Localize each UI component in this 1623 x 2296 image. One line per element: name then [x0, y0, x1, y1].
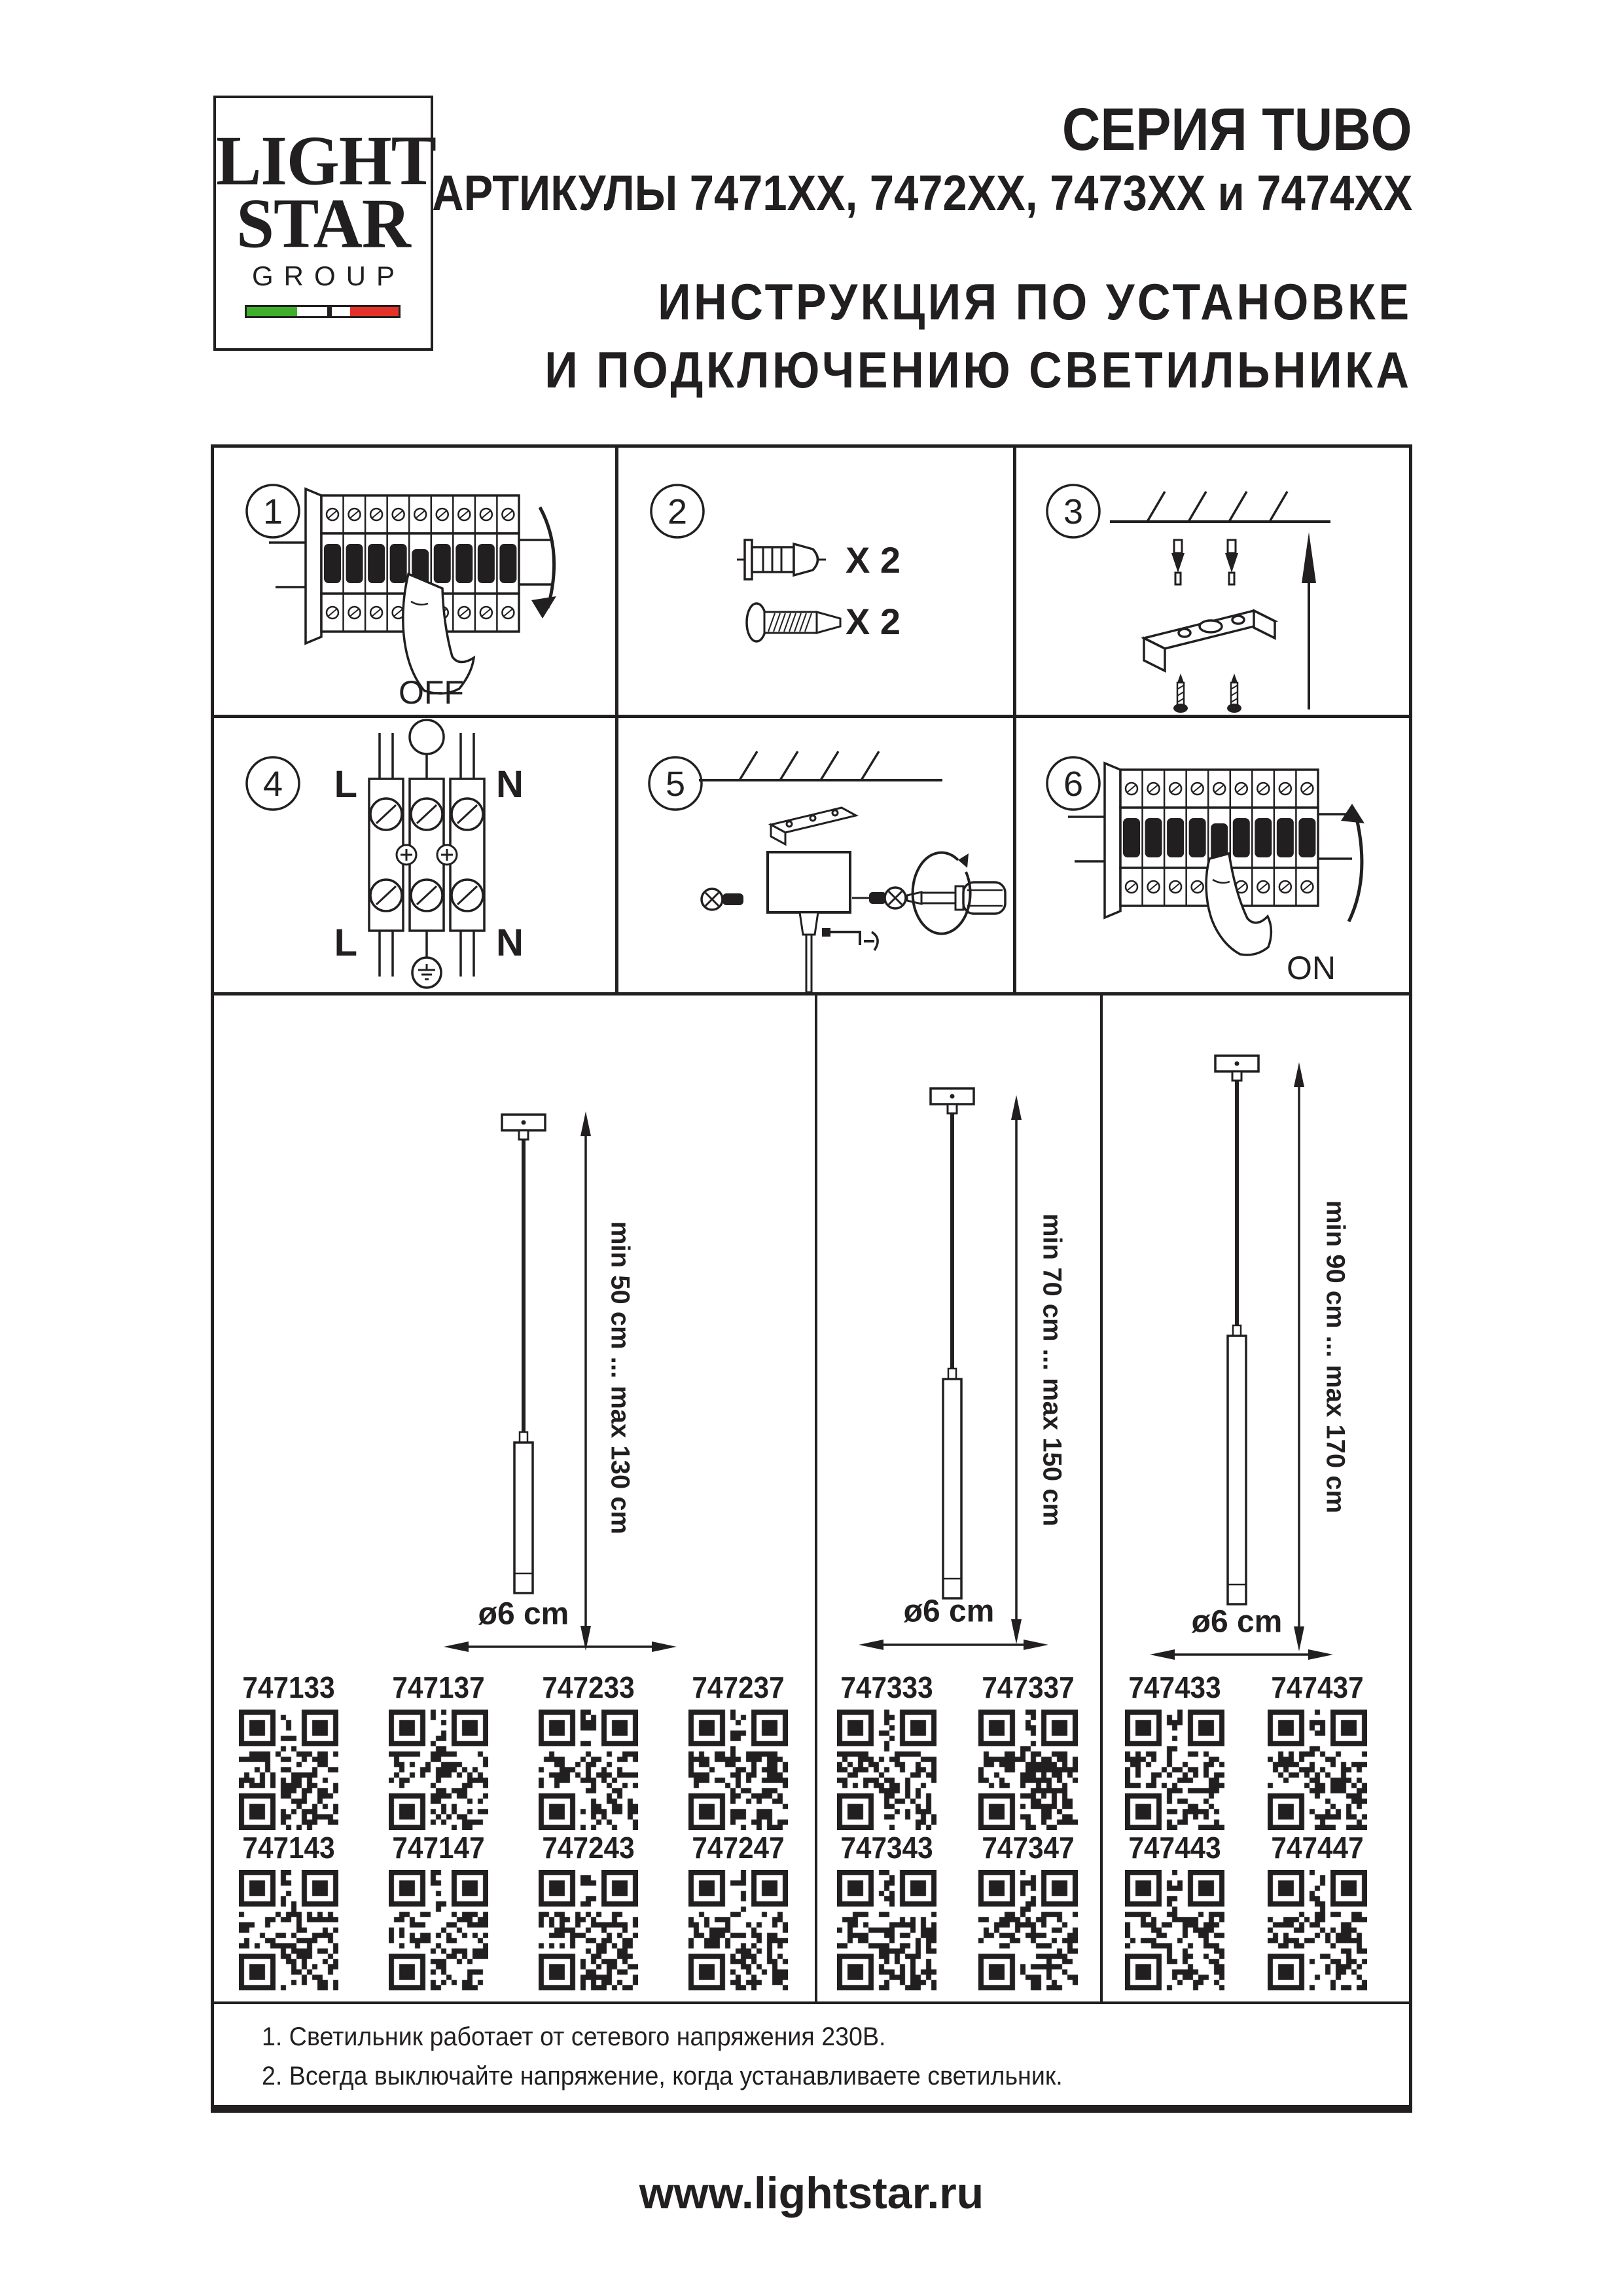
screw-icon [747, 603, 840, 641]
qr-tile [673, 1670, 804, 1830]
step-number: 1 [262, 492, 283, 531]
off-label: OFF [399, 674, 464, 711]
ceiling-icon [699, 751, 942, 780]
turn-off-arrow-icon [531, 507, 556, 619]
footnote-1: 1. Светильник работает от сетевого напряжения 230В. [262, 2022, 886, 2051]
qr-tile [1252, 1670, 1383, 1830]
qr-tile [373, 1831, 504, 1990]
step-panel-2 [615, 444, 1013, 715]
anchor-icon [1171, 540, 1238, 584]
step-number: 5 [665, 764, 686, 804]
terminal-label-n-top: N [496, 763, 524, 806]
qr-code [389, 1870, 488, 1990]
canopy-icon [768, 852, 850, 992]
article-number: 747237 [692, 1670, 785, 1704]
flag-white-segment2 [332, 307, 350, 316]
qr-code [837, 1870, 936, 1990]
height-dimension-arrow [580, 1111, 591, 1651]
diameter-label: ø6 cm [1191, 1604, 1283, 1640]
anchor-quantity: X 2 [846, 539, 901, 581]
qr-code [239, 1710, 338, 1830]
wall-anchor-icon [737, 540, 826, 579]
logo-word-star: STAR [236, 184, 410, 262]
qr-code [239, 1870, 338, 1990]
qr-tile [223, 1670, 354, 1830]
pendant-lamp-diagram-2 [859, 1088, 1048, 1650]
diameter-label: ø6 cm [478, 1596, 569, 1632]
pendant-lamp-diagram-3 [1150, 1056, 1333, 1660]
article-number: 747337 [982, 1670, 1075, 1704]
qr-tile [1109, 1831, 1240, 1990]
screwdriver-icon [907, 853, 1005, 934]
flag-red-segment [350, 307, 399, 316]
lightstar-logo [213, 96, 436, 351]
step-number: 4 [262, 764, 283, 804]
diameter-dimension-arrow [859, 1640, 1048, 1650]
qr-tile [1252, 1831, 1383, 1990]
step-number: 6 [1063, 764, 1084, 804]
up-arrow-icon [1302, 532, 1316, 709]
article-number: 747333 [840, 1670, 933, 1704]
qr-code [978, 1870, 1078, 1990]
logo-word-group: GROUP [251, 260, 405, 291]
step-panel-3 [1013, 444, 1412, 715]
article-number: 747133 [242, 1670, 335, 1704]
turn-on-arrow-icon [1341, 804, 1364, 922]
mount-screw-icon [1173, 673, 1241, 713]
qr-code [688, 1710, 788, 1830]
step-panel-6 [1013, 715, 1412, 992]
earth-ground-icon [412, 958, 441, 988]
footnote-2: 2. Всегда выключайте напряжение, когда устанавливаете светильник. [262, 2062, 1063, 2090]
pendant-lamp-diagram-1 [444, 1111, 677, 1652]
website-url: www.lightstar.ru [639, 2168, 984, 2218]
diameter-dimension-arrow [1150, 1649, 1333, 1660]
article-number: 747147 [392, 1831, 485, 1865]
article-number: 747447 [1271, 1831, 1364, 1865]
lamp-wire-icon [410, 720, 444, 754]
dimension-label: min 90 cm ... max 170 cm [1321, 1200, 1350, 1514]
instruction-title-line1: ИНСТРУКЦИЯ ПО УСТАНОВКЕ [658, 273, 1412, 331]
qr-tile [821, 1670, 952, 1830]
dimension-label: min 70 cm ... max 150 cm [1037, 1213, 1067, 1527]
qr-tile [963, 1670, 1094, 1830]
side-screw-left-icon [702, 889, 743, 910]
flag-tick [327, 307, 332, 316]
step-panel-5 [615, 715, 1013, 992]
series-title: СЕРИЯ TUBO [1062, 96, 1412, 163]
qr-tile [523, 1831, 654, 1990]
screw-quantity: X 2 [846, 601, 901, 642]
terminal-label-n-bottom: N [496, 922, 524, 964]
step-number: 2 [667, 492, 688, 531]
instruction-title-line2: И ПОДКЛЮЧЕНИЮ СВЕТИЛЬНИКА [544, 341, 1412, 399]
qr-tile [1109, 1670, 1240, 1830]
qr-code [978, 1710, 1078, 1830]
qr-tile [673, 1831, 804, 1990]
mounting-bracket-icon [1144, 611, 1275, 671]
italian-flag-icon [245, 305, 401, 318]
step-panel-1 [211, 444, 615, 715]
article-number: 747443 [1128, 1831, 1221, 1865]
article-number: 747437 [1271, 1670, 1364, 1704]
article-number: 747343 [840, 1831, 933, 1865]
qr-code [1125, 1870, 1224, 1990]
on-label: ON [1287, 950, 1336, 986]
qr-code [389, 1710, 488, 1830]
logo-word-light: LIGHT [216, 121, 436, 200]
article-number: 747247 [692, 1831, 785, 1865]
diameter-dimension-arrow [444, 1641, 677, 1652]
qr-tile [523, 1670, 654, 1830]
step-panel-4 [211, 715, 615, 992]
bracket-icon [771, 808, 856, 844]
cable-clamp-icon [822, 928, 878, 950]
footnote-divider [211, 2001, 1412, 2004]
article-number: 747243 [542, 1831, 635, 1865]
terminal-label-l-bottom: L [334, 922, 357, 964]
article-number: 747233 [542, 1670, 635, 1704]
qr-tile [373, 1670, 504, 1830]
height-dimension-arrow [1011, 1095, 1022, 1644]
qr-code [1268, 1870, 1367, 1990]
side-screw-right-icon [852, 888, 906, 908]
qr-tile [821, 1831, 952, 1990]
qr-tile [963, 1831, 1094, 1990]
article-number: 747433 [1128, 1670, 1221, 1704]
articles-subtitle: АРТИКУЛЫ 7471ХХ, 7472ХХ, 7473ХХ и 7474ХХ [431, 166, 1412, 221]
terminal-block-icon [369, 720, 484, 988]
diameter-label: ø6 cm [903, 1594, 995, 1629]
qr-tile [223, 1831, 354, 1990]
qr-code [539, 1710, 638, 1830]
qr-code [1125, 1710, 1224, 1830]
qr-code [1268, 1710, 1367, 1830]
dimension-label: min 50 cm ... max 130 cm [605, 1221, 635, 1535]
flag-white-segment [297, 307, 327, 316]
article-number: 747137 [392, 1670, 485, 1704]
qr-code [688, 1870, 788, 1990]
step-number: 3 [1063, 492, 1084, 531]
article-number: 747347 [982, 1831, 1075, 1865]
flag-green-segment [247, 307, 297, 316]
height-dimension-arrow [1294, 1062, 1304, 1651]
qr-code [539, 1870, 638, 1990]
article-number: 747143 [242, 1831, 335, 1865]
terminal-label-l-top: L [334, 763, 357, 806]
ceiling-icon [1110, 492, 1330, 522]
qr-code [837, 1710, 936, 1830]
